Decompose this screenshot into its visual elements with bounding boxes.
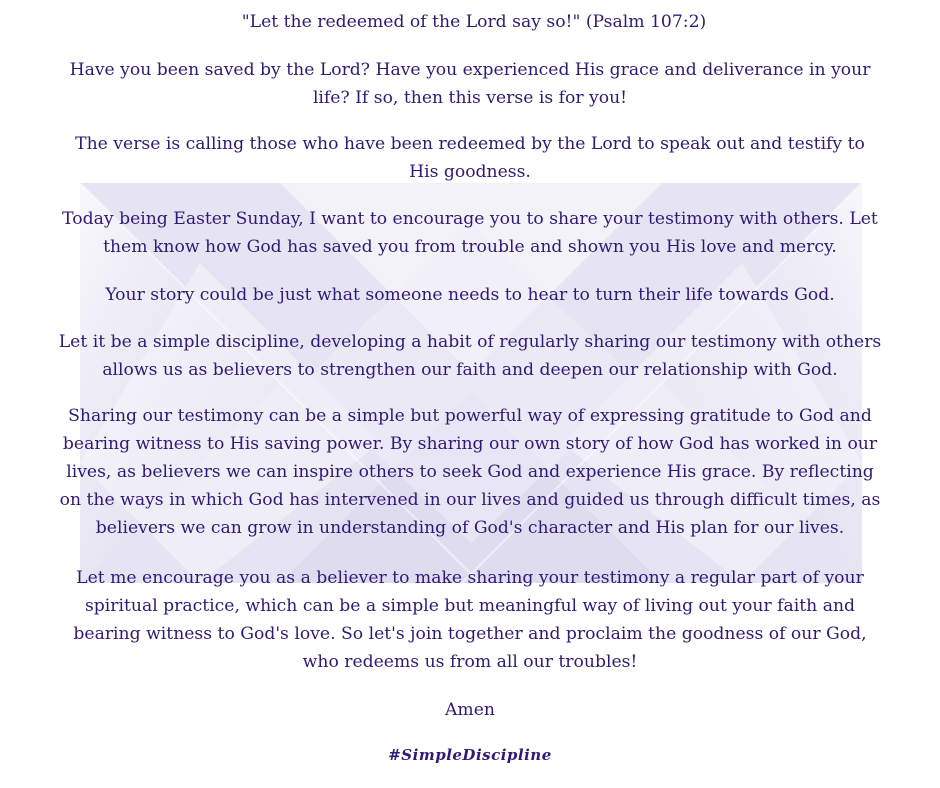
text-line: lives, as believers we can inspire others to seek God and experience His grace. By reflecting: [66, 462, 874, 482]
hashtag: #SimpleDiscipline: [388, 746, 552, 764]
text-line: on the ways in which God has intervened in our lives and guided us through difficult times, as: [59, 490, 881, 510]
amen-text: Amen: [445, 700, 495, 720]
paragraph-6: [0, 402, 940, 542]
text-line: His goodness.: [409, 162, 531, 182]
text-line: who redeems us from all our troubles!: [302, 652, 638, 672]
text-line: The verse is calling those who have been redeemed by the Lord to speak out and testify to: [75, 134, 865, 154]
paragraph-1: [0, 56, 940, 112]
closing-amen: [0, 696, 940, 724]
text-line: Today being Easter Sunday, I want to encourage you to share your testimony with others. Let: [62, 209, 878, 229]
text-line: believers we can grow in understanding of God's character and His plan for our lives.: [95, 518, 845, 538]
text-line: life? If so, then this verse is for you!: [312, 88, 628, 108]
text-line: Sharing our testimony can be a simple but powerful way of expressing gratitude to God and: [68, 406, 872, 426]
text-line: bearing witness to God's love. So let's join together and proclaim the goodness of our God,: [73, 624, 867, 644]
paragraph-7: [0, 564, 940, 676]
text-line: Let me encourage you as a believer to make sharing your testimony a regular part of your: [76, 568, 864, 588]
text-line: Let it be a simple discipline, developing a habit of regularly sharing our testimony with others: [58, 332, 882, 352]
text-line: them know how God has saved you from trouble and shown you His love and mercy.: [103, 237, 837, 257]
text-line: bearing witness to His saving power. By sharing our own story of how God has worked in our: [62, 434, 878, 454]
text-line: allows us as believers to strengthen our faith and deepen our relationship with God.: [102, 360, 838, 380]
verse-heading: "Let the redeemed of the Lord say so!" (Psalm 107:2): [241, 12, 707, 32]
paragraph-3: [0, 205, 940, 261]
paragraph-5: [0, 328, 940, 384]
paragraph-2: [0, 130, 940, 186]
text-line: spiritual practice, which can be a simple but meaningful way of living out your faith and: [84, 596, 856, 616]
paragraph-4: [0, 281, 940, 309]
text-line: Have you been saved by the Lord? Have you experienced His grace and deliverance in your: [69, 60, 871, 80]
text-line: Your story could be just what someone needs to hear to turn their life towards God.: [105, 285, 835, 305]
